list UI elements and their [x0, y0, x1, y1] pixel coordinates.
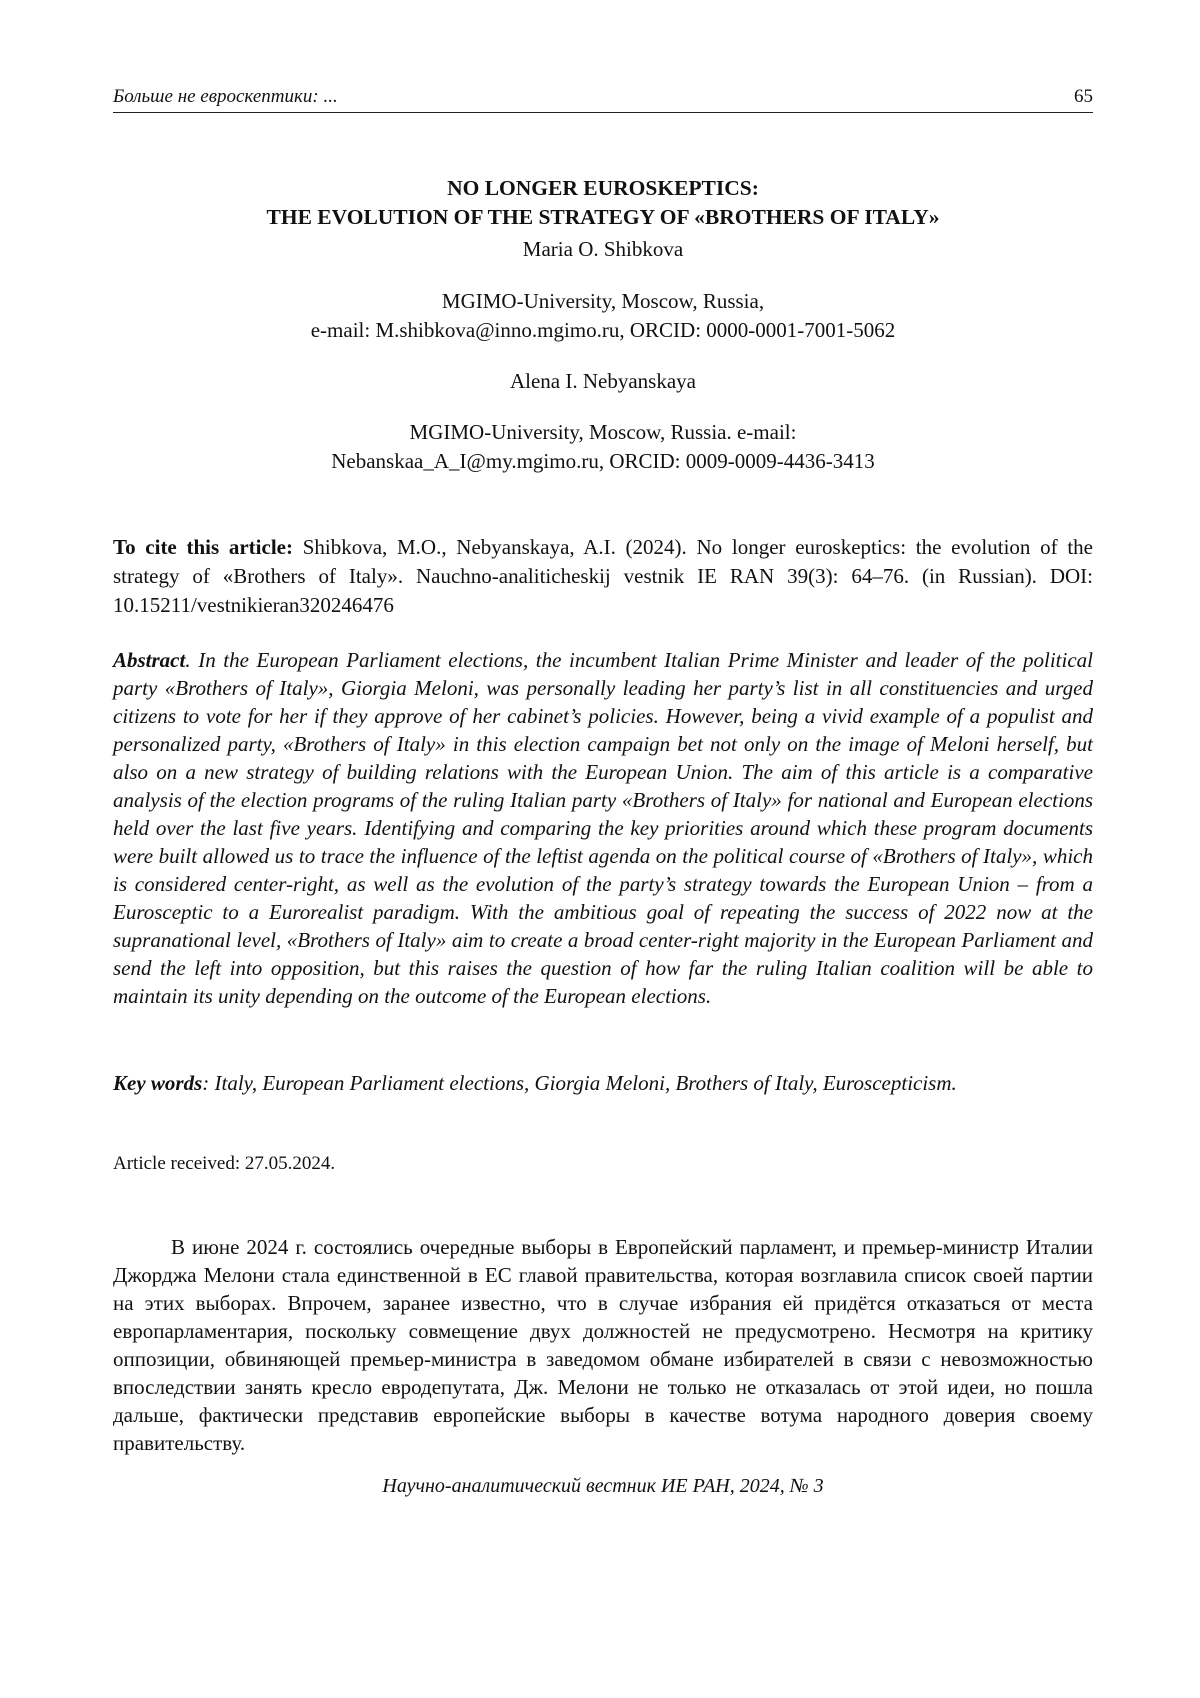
author-affiliation-2 — [113, 418, 1093, 476]
affiliation-2-line-1: MGIMO-University, Moscow, Russia. e-mail: — [409, 420, 797, 444]
keywords-label: Key words — [113, 1071, 203, 1095]
author-affiliation-1 — [113, 287, 1093, 345]
affiliation-1-line-2: e-mail: M.shibkova@inno.mgimo.ru, ORCID: 0000-0001-7001-5062 — [310, 318, 896, 342]
citation — [113, 533, 1093, 620]
body-paragraph: В июне 2024 г. состоялись очередные выборы в Европейский парламент, и премьер-министр Италии Джорджа Мелони стала единственной в ЕС главой правительства, которая возглавила список своей партии на этих выборах. Впрочем, заранее известно, что в случае избрания ей придётся отказаться от места европарламентария, поскольку совмещение двух должностей не предусмотрено. Несмотря на критику оппозиции, обвиняющей премьер-министра в заведомом обмане избирателей в связи с невозможностью впоследствии занять кресло евродепутата, Дж. Мелони не только не отказалась от этой идеи, но пошла дальше, фактически представив европейские выборы в качестве вотума народного доверия своему правительству. — [113, 1235, 1093, 1455]
page-number: 65 — [1074, 86, 1093, 107]
citation-label: To cite this article: — [113, 535, 293, 559]
abstract — [113, 646, 1093, 1010]
running-header — [113, 86, 1093, 113]
author-name-1: Maria O. Shibkova — [522, 237, 684, 261]
affiliation-1-line-1: MGIMO-University, Moscow, Russia, — [441, 289, 765, 313]
article-title — [113, 174, 1093, 232]
running-header-title: Больше не евроскептики: ... — [113, 86, 338, 107]
article-received: Article received: 27.05.2024. — [113, 1153, 336, 1174]
author-name-2: Alena I. Nebyanskaya — [509, 369, 696, 393]
keywords-text: : Italy, European Parliament elections, Giorgia Meloni, Brothers of Italy, Euroscepticism. — [202, 1071, 957, 1095]
article-title-line-1: NO LONGER EUROSKEPTICS: — [447, 176, 759, 200]
affiliation-2-line-2: Nebanskaa_A_I@my.mgimo.ru, ORCID: 0009-0009-4436-3413 — [331, 449, 875, 473]
keywords — [113, 1069, 1093, 1097]
citation-text: Shibkova, M.O., Nebyanskaya, A.I. (2024). No longer euroskeptics: the evolution of the strategy of «Brothers of Italy». Nauchno-analiticheskij vestnik IE RAN 39(3): 64–76. (in Russian). DOI: 10.15211/vestnikieran320246476 — [113, 535, 1093, 617]
article-title-line-2: THE EVOLUTION OF THE STRATEGY OF «BROTHERS OF ITALY» — [266, 205, 940, 229]
abstract-text: . In the European Parliament elections, the incumbent Italian Prime Minister and leader of the political party «Brothers of Italy», Giorgia Meloni, was personally leading her party’s list in all constituencies and urged citizens to vote for her if they approve of her cabinet’s policies. However, being a vivid example of a populist and personalized party, «Brothers of Italy» in this election campaign bet not only on the image of Meloni herself, but also on a new strategy of building relations with the European Union. The aim of this article is a comparative analysis of the election programs of the ruling Italian party «Brothers of Italy» for national and European elections held over the last five years. Identifying and comparing the key priorities around which these program documents were built allowed us to trace the influence of the leftist agenda on the political course of «Brothers of Italy», which is considered center-right, as well as the evolution of the party’s strategy towards the European Union – from a Eurosceptic to a Eurorealist paradigm. With the ambitious goal of repeating the success of 2022 now at the supranational level, «Brothers of Italy» aim to create a broad center-right majority in the European Parliament and send the left into opposition, but this raises the question of how far the ruling Italian coalition will be able to maintain its unity depending on the outcome of the European elections. — [113, 648, 1093, 1008]
journal-footer: Научно-аналитический вестник ИЕ РАН, 2024, № 3 — [382, 1475, 824, 1497]
abstract-label: Abstract — [113, 648, 186, 672]
